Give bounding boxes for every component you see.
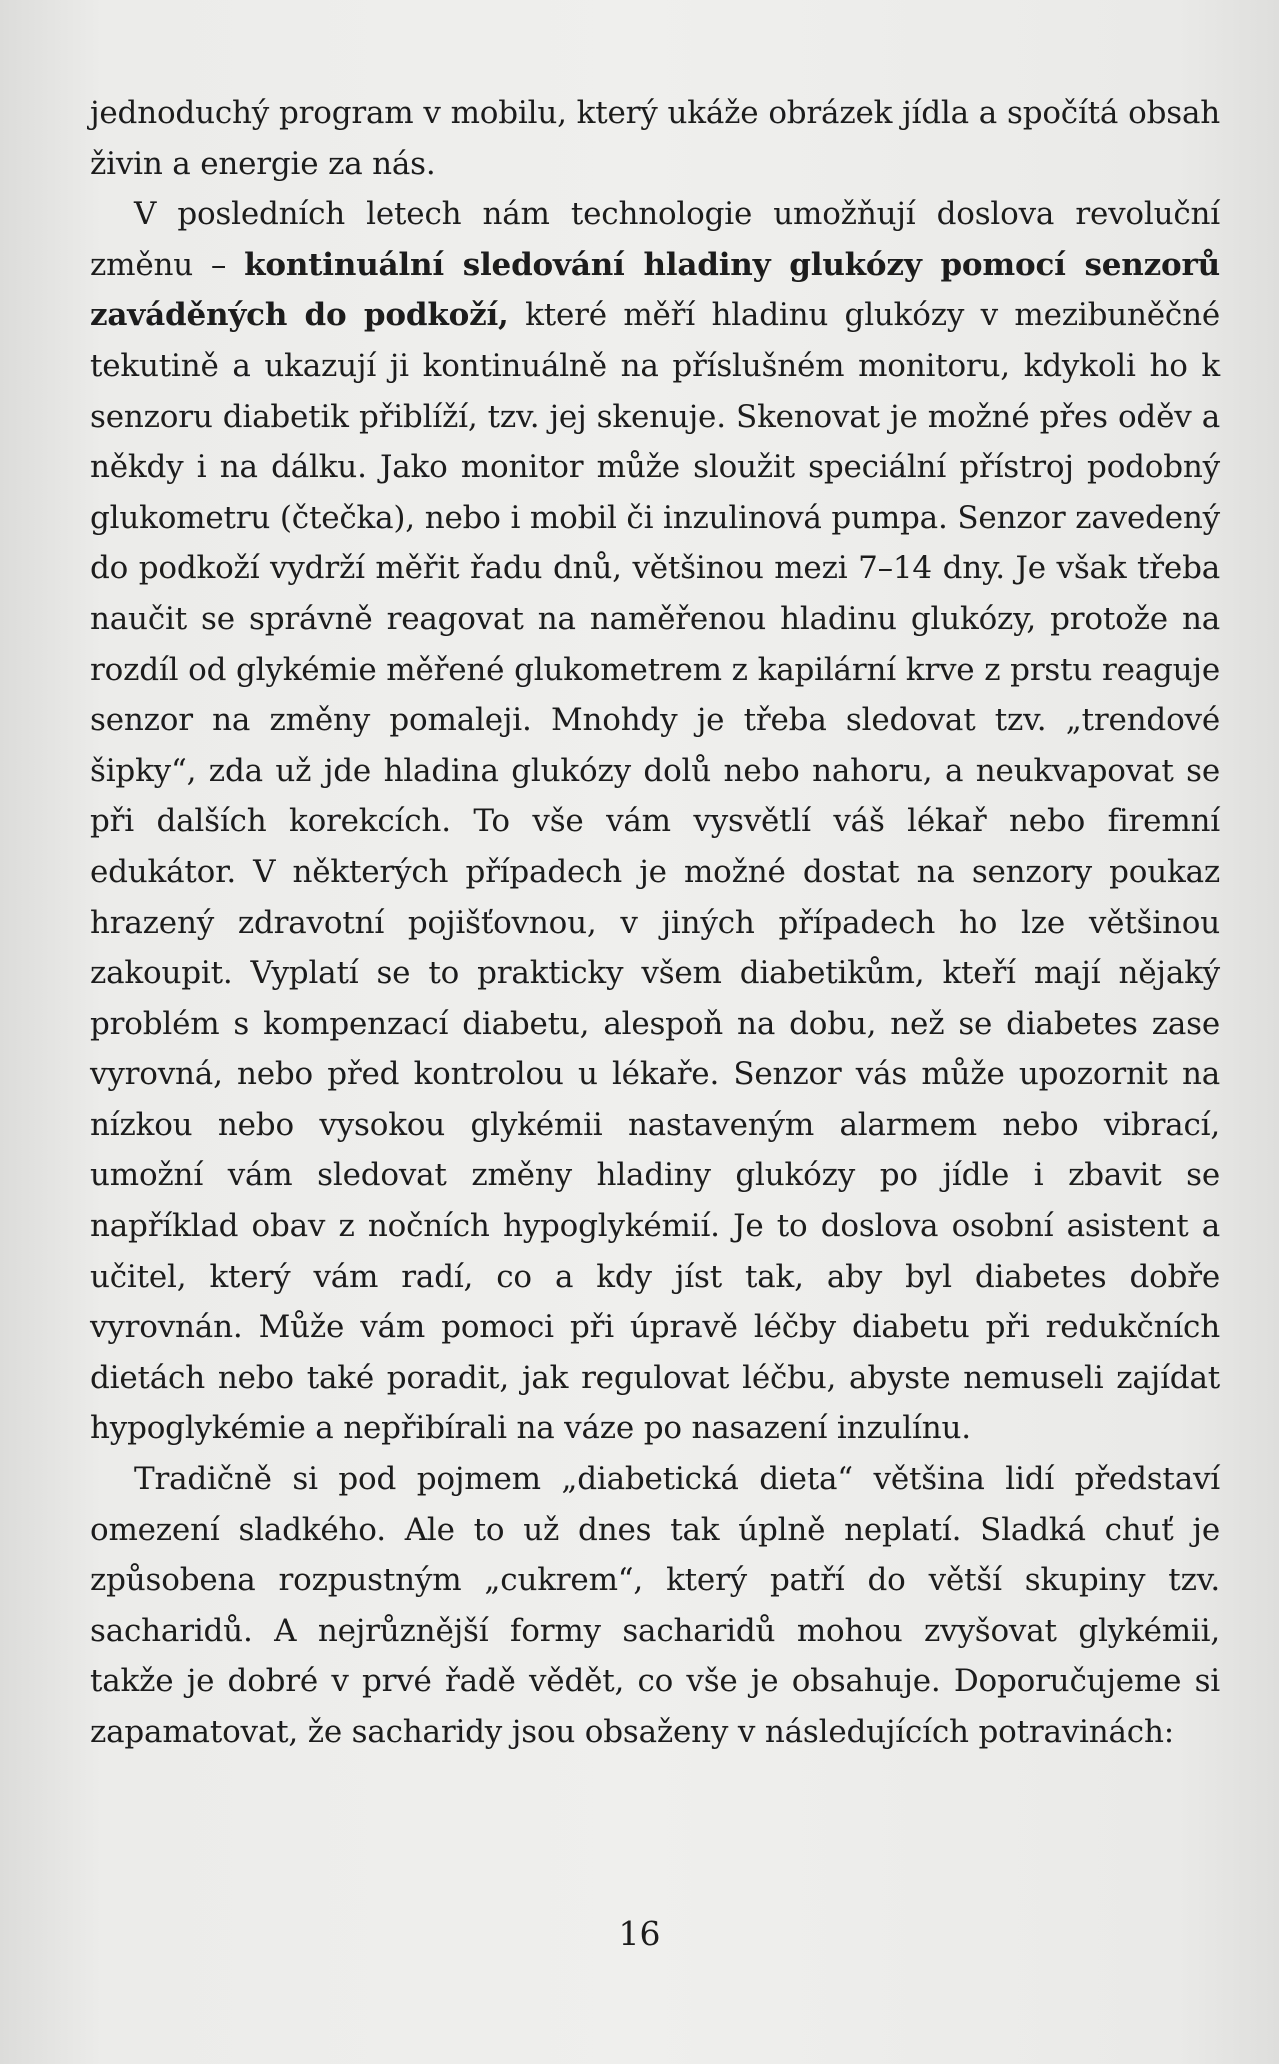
text-segment: Tradičně si pod pojmem „diabetická dieta“ většina lidí představí omezení sladkého. Ale to už dnes tak úplně neplatí. Sladká chuť je způsobena rozpustným „cukrem“, který patří do větší skupiny tzv. sacharidů. A nejrůznější formy sacharidů mohou zvyšovat glykémii, takže je dobré v prvé řadě vědět, co vše je obsahuje. Doporučujeme si zapamatovat, že sacharidy jsou obsaženy v následujících potravinách: (90, 1461, 1220, 1750)
body-text (90, 88, 1220, 1758)
text-segment: které měří hladinu glukózy v mezibuněčné tekutině a ukazují ji kontinuálně na příslušném monitoru, kdykoli ho k senzoru diabetik přiblíží, tzv. jej skenuje. Skenovat je možné přes oděv a někdy i na dálku. Jako monitor může sloužit speciální přístroj podobný glukometru (čtečka), nebo i mobil či inzulinová pumpa. Senzor zavedený do podkoží vydrží měřit řadu dnů, většinou mezi 7–14 dny. Je však třeba naučit se správně reagovat na naměřenou hladinu glukózy, protože na rozdíl od glykémie měřené glukometrem z kapilární krve z prstu reaguje senzor na změny pomaleji. Mnohdy je třeba sledovat tzv. „trendové šipky“, zda už jde hladina glukózy dolů nebo nahoru, a neukvapovat se při dalších korekcích. To vše vám vysvětlí váš lékař nebo firemní edukátor. V některých případech je možné dostat na senzory poukaz hrazený zdravotní pojišťovnou, v jiných případech ho lze většinou zakoupit. Vyplatí se to prakticky všem diabetikům, kteří mají nějaký problém s kompenzací diabetu, alespoň na dobu, než se diabetes zase vyrovná, nebo před kontrolou u lékaře. Senzor vás může upozornit na nízkou nebo vysokou glykémii nastaveným alarmem nebo vibrací, umožní vám sledovat změny hladiny glukózy po jídle i zbavit se například obav z nočních hypoglykémií. Je to doslova osobní asistent a učitel, který vám radí, co a kdy jíst tak, aby byl diabetes dobře vyrovnán. Může vám pomoci při úpravě léčby diabetu při redukčních dietách nebo také poradit, jak regulovat léčbu, abyste nemuseli zajídat hypoglykémie a nepřibírali na váze po nasazení inzulínu. (90, 297, 1220, 1447)
bold-text-segment: kontinuální sledování hladiny glukózy pomocí senzorů zaváděných do podkoží, (90, 246, 1220, 334)
paragraph (90, 88, 1220, 189)
paragraph (90, 1454, 1220, 1758)
paragraph (90, 189, 1220, 1454)
text-segment: jednoduchý program v mobilu, který ukáže obrázek jídla a spočítá obsah živin a energie za nás. (90, 95, 1220, 182)
text-segment: V posledních letech nám technologie umožňují doslova revoluční změnu – (90, 196, 1220, 283)
page-number: 16 (618, 1914, 661, 1953)
